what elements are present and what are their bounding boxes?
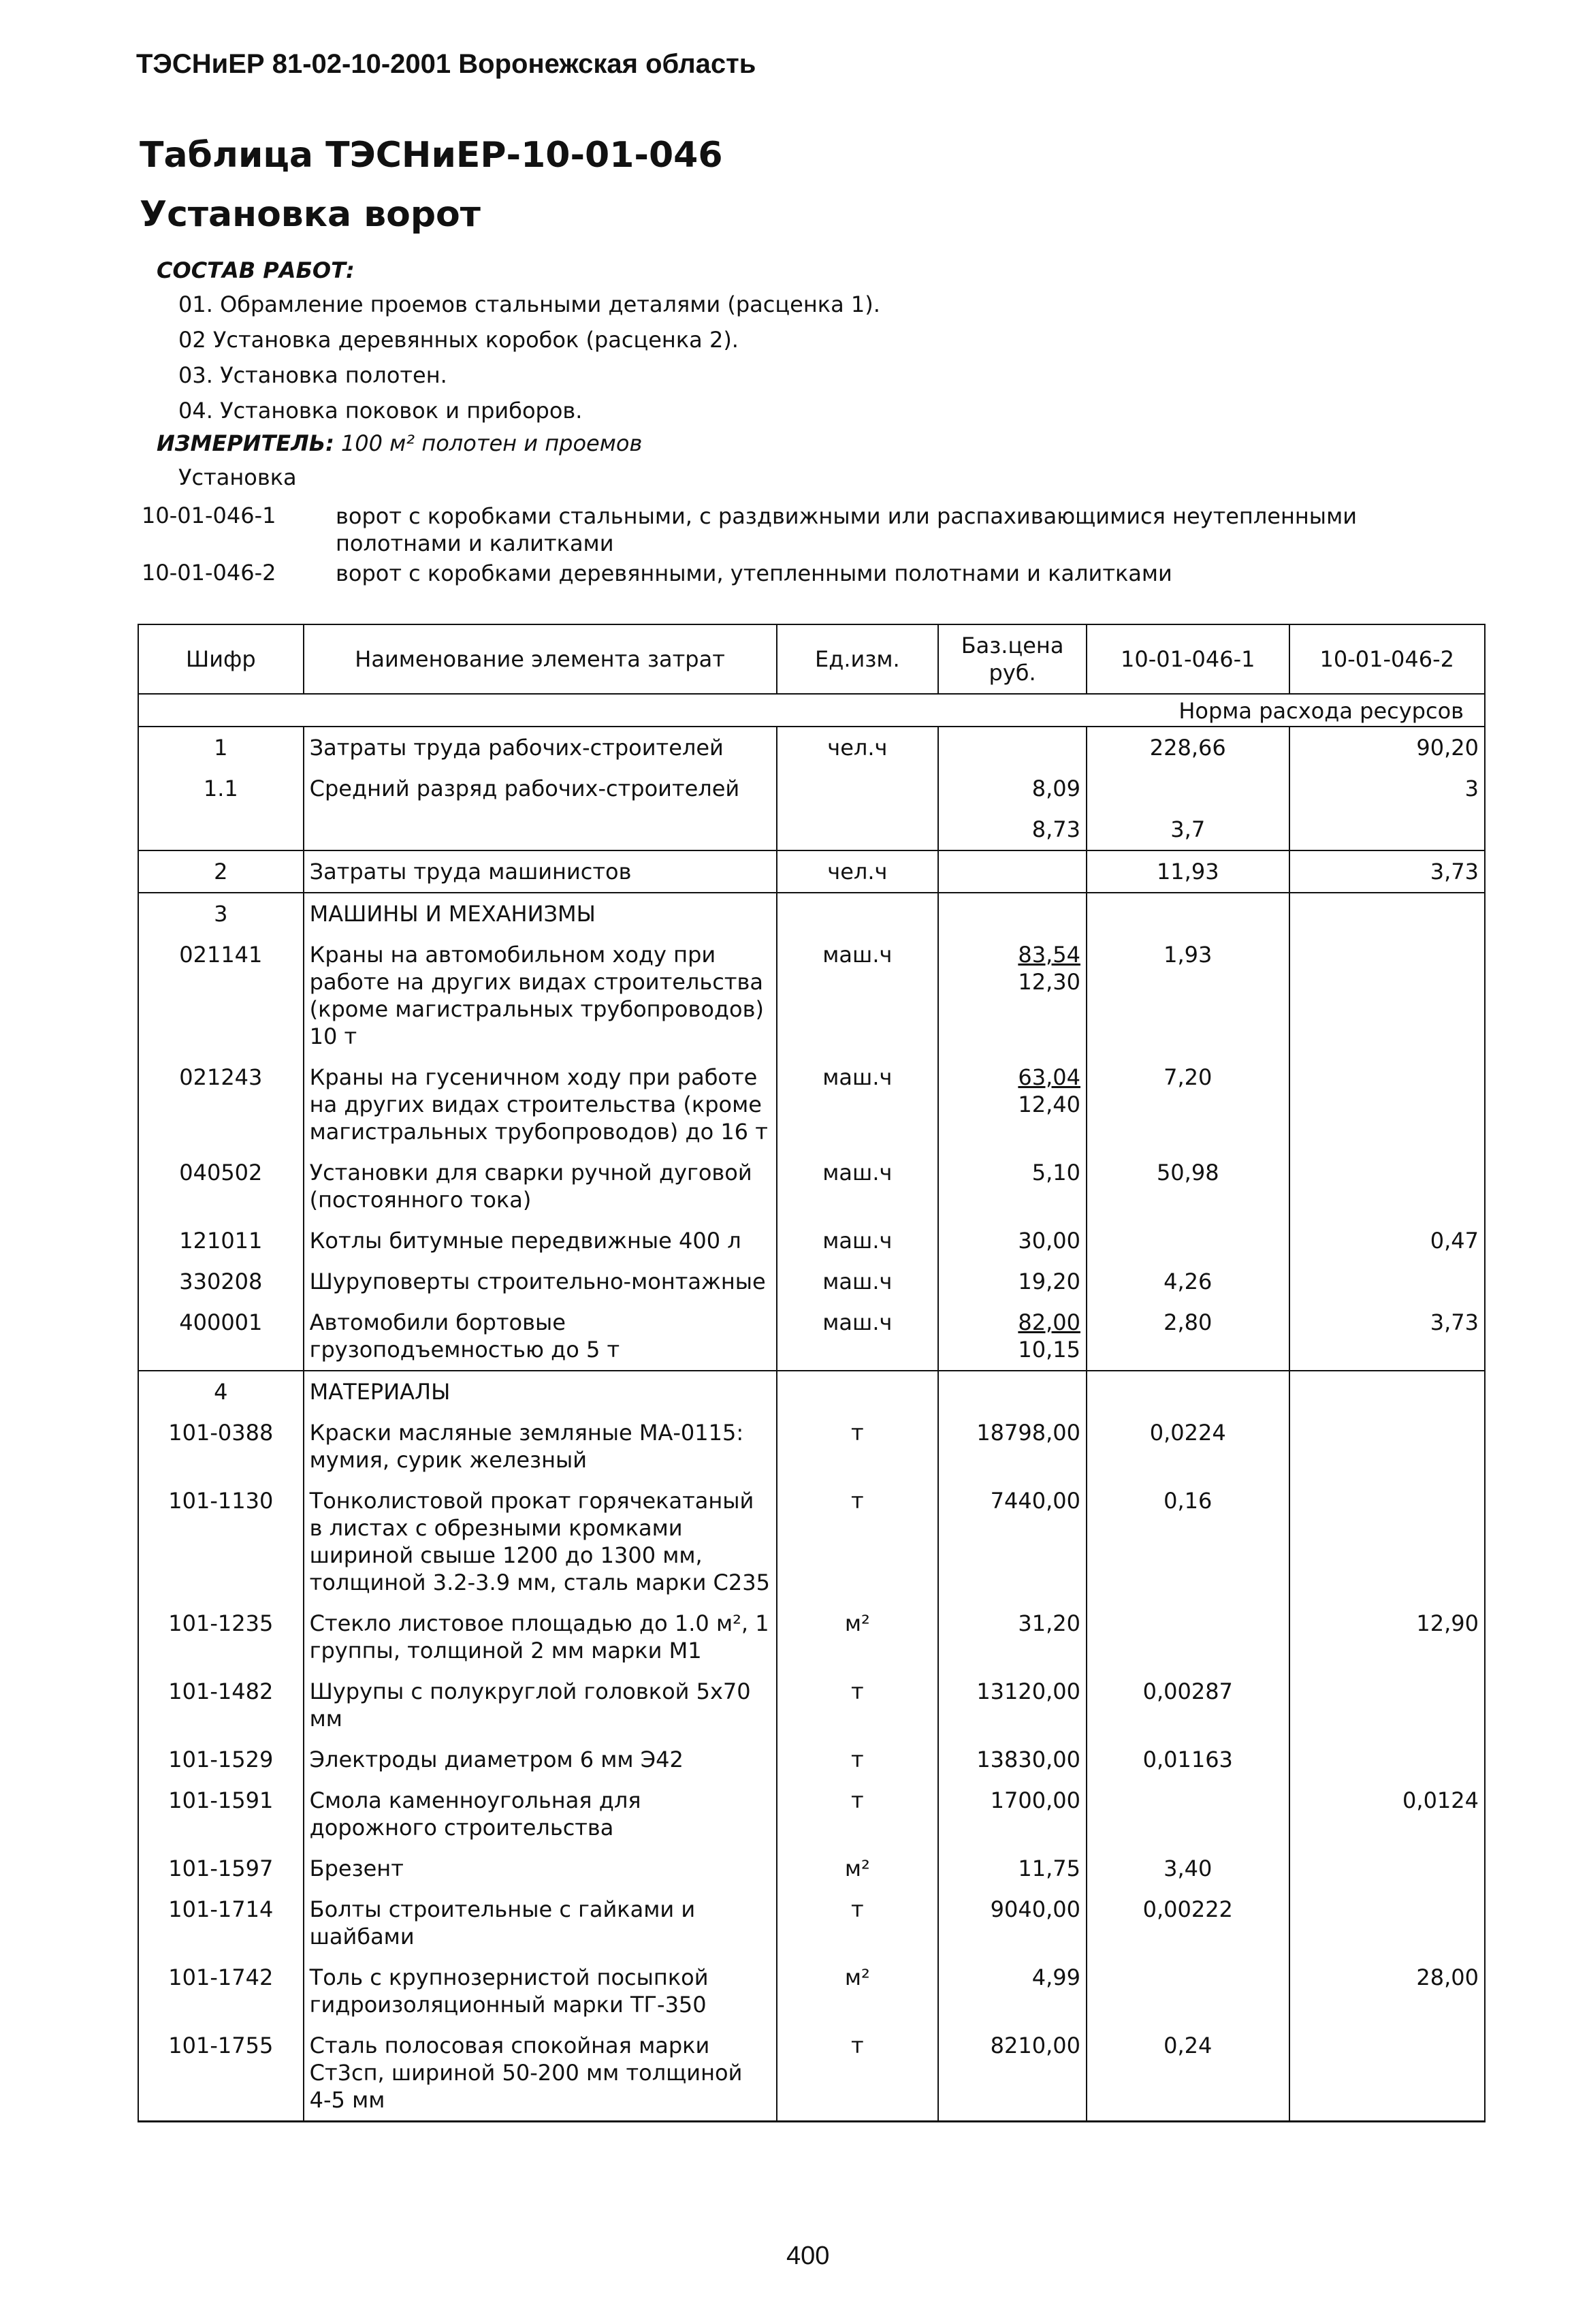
cell-code: 121011: [138, 1220, 304, 1261]
price-value: 8210,00: [990, 2033, 1080, 2058]
cell-rate2: 28,00: [1289, 1957, 1486, 2025]
table-row: [138, 1480, 1485, 1603]
cell-code: 101-1742: [138, 1957, 304, 2025]
cell-price: [938, 1152, 1087, 1220]
page-number: 400: [786, 2242, 830, 2270]
cell-rate1: [1087, 768, 1289, 809]
cell-unit: маш.ч: [777, 1261, 939, 1302]
cell-name: Болты строительные с гайками и шайбами: [304, 1889, 777, 1957]
cell-rate1: [1087, 1603, 1289, 1671]
cell-rate2: [1289, 1671, 1486, 1739]
cell-rate1: 0,16: [1087, 1480, 1289, 1603]
price-value: 4,99: [1031, 1964, 1080, 1990]
table-row: [138, 893, 1485, 934]
cell-code: 101-1714: [138, 1889, 304, 1957]
price-value: 5,10: [1031, 1160, 1080, 1185]
cell-rate1: 1,93: [1087, 934, 1289, 1057]
cell-price: [938, 1371, 1087, 1412]
cell-price: [938, 1848, 1087, 1889]
cell-price: [938, 850, 1087, 893]
cell-price: [938, 934, 1087, 1057]
cell-rate2: [1289, 809, 1486, 850]
cell-price: [938, 727, 1087, 768]
cell-name: [304, 809, 777, 850]
price-value: 31,20: [1018, 1610, 1080, 1636]
table-row: [138, 768, 1485, 809]
cell-rate1: 0,00287: [1087, 1671, 1289, 1739]
price-value: 63,04: [1018, 1064, 1080, 1090]
cell-unit: т: [777, 1671, 939, 1739]
cell-price: [938, 1889, 1087, 1957]
cell-name: Сталь полосовая спокойная марки Ст3сп, шириной 50-200 мм толщиной 4-5 мм: [304, 2025, 777, 2122]
price-value: 7440,00: [990, 1488, 1080, 1514]
cell-unit: маш.ч: [777, 1302, 939, 1371]
cell-rate1: 3,40: [1087, 1848, 1289, 1889]
cell-unit: [777, 809, 939, 850]
price-value: 18798,00: [976, 1420, 1080, 1446]
cell-rate2: [1289, 893, 1486, 934]
price-value-secondary: 12,40: [1018, 1092, 1080, 1117]
table-row: [138, 1780, 1485, 1848]
cell-rate1: 50,98: [1087, 1152, 1289, 1220]
cell-price: [938, 1261, 1087, 1302]
cell-code: 101-0388: [138, 1412, 304, 1480]
cell-unit: м²: [777, 1957, 939, 2025]
cell-price: [938, 1480, 1087, 1603]
rate-code: 10-01-046-1: [142, 503, 276, 528]
cell-name: Смола каменноугольная для дорожного строительства: [304, 1780, 777, 1848]
cell-price: [938, 1957, 1087, 2025]
cell-unit: маш.ч: [777, 934, 939, 1057]
cell-unit: чел.ч: [777, 850, 939, 893]
table-row: [138, 1889, 1485, 1957]
cell-name: Установки для сварки ручной дуговой (постоянного тока): [304, 1152, 777, 1220]
cell-rate1: 228,66: [1087, 727, 1289, 768]
table-row: [138, 1848, 1485, 1889]
col-header: Ед.изм.: [777, 624, 939, 694]
work-item: 04. Установка поковок и приборов.: [178, 398, 583, 424]
cell-name: МАШИНЫ И МЕХАНИЗМЫ: [304, 893, 777, 934]
cell-rate1: [1087, 893, 1289, 934]
cell-unit: [777, 1371, 939, 1412]
price-value: 13830,00: [976, 1747, 1080, 1772]
cell-rate2: [1289, 1412, 1486, 1480]
table-row: [138, 1957, 1485, 2025]
cell-code: 4: [138, 1371, 304, 1412]
col-header: 10-01-046-2: [1289, 624, 1486, 694]
cell-code: 101-1529: [138, 1739, 304, 1780]
cell-rate1: [1087, 1371, 1289, 1412]
cell-price: [938, 1603, 1087, 1671]
izmeritel-label: ИЗМЕРИТЕЛЬ:: [157, 430, 334, 456]
table-row: [138, 1603, 1485, 1671]
cell-name: МАТЕРИАЛЫ: [304, 1371, 777, 1412]
cell-unit: т: [777, 1739, 939, 1780]
cell-rate1: 11,93: [1087, 850, 1289, 893]
price-value: 19,20: [1018, 1269, 1080, 1294]
cell-rate2: 3,73: [1289, 850, 1486, 893]
cell-price: [938, 809, 1087, 850]
col-header: Баз.цена руб.: [938, 624, 1087, 694]
cell-rate2: [1289, 1152, 1486, 1220]
price-value: 11,75: [1018, 1856, 1080, 1881]
cell-code: 330208: [138, 1261, 304, 1302]
cell-rate2: 90,20: [1289, 727, 1486, 768]
cell-price: [938, 1302, 1087, 1371]
cell-code: [138, 809, 304, 850]
table-row: [138, 1057, 1485, 1152]
col-header: Шифр: [138, 624, 304, 694]
col-header: Наименование элемента затрат: [304, 624, 777, 694]
cell-name: Тонколистовой прокат горячекатаный в листах с обрезными кромками шириной свыше 1200 до 1300 мм, толщиной 3.2-3.9 мм, сталь марки С235: [304, 1480, 777, 1603]
cell-code: 040502: [138, 1152, 304, 1220]
price-value: 30,00: [1018, 1228, 1080, 1254]
cell-code: 1: [138, 727, 304, 768]
cell-name: Брезент: [304, 1848, 777, 1889]
price-value: 8,09: [1031, 776, 1080, 801]
page-title: Установка ворот: [140, 194, 481, 235]
table-row: [138, 1739, 1485, 1780]
cell-rate1: [1087, 1220, 1289, 1261]
cell-name: Краны на гусеничном ходу при работе на других видах строительства (кроме магистральных трубопроводов) до 16 т: [304, 1057, 777, 1152]
cell-unit: м²: [777, 1848, 939, 1889]
cell-rate2: [1289, 2025, 1486, 2122]
col-header: 10-01-046-1: [1087, 624, 1289, 694]
table-row: [138, 1152, 1485, 1220]
cell-rate2: [1289, 1739, 1486, 1780]
rate-description: ворот с коробками стальными, с раздвижными или распахивающимися неутепленными полотнами и калитками: [336, 503, 1357, 556]
cell-rate2: 3: [1289, 768, 1486, 809]
cell-unit: маш.ч: [777, 1152, 939, 1220]
rate-code: 10-01-046-2: [142, 560, 276, 586]
cell-code: 101-1597: [138, 1848, 304, 1889]
cell-rate2: [1289, 934, 1486, 1057]
cell-unit: маш.ч: [777, 1057, 939, 1152]
cell-rate2: 0,0124: [1289, 1780, 1486, 1848]
cell-code: 021141: [138, 934, 304, 1057]
cell-rate1: 0,0224: [1087, 1412, 1289, 1480]
document-header: ТЭСНиЕР 81-02-10-2001 Воронежская область: [136, 49, 756, 79]
cell-rate1: [1087, 1780, 1289, 1848]
cell-rate1: 4,26: [1087, 1261, 1289, 1302]
table-row: [138, 2025, 1485, 2122]
cell-code: 400001: [138, 1302, 304, 1371]
cell-code: 2: [138, 850, 304, 893]
cell-rate2: [1289, 1261, 1486, 1302]
table-row: [138, 1220, 1485, 1261]
cell-rate2: [1289, 1848, 1486, 1889]
ustanovka-label: Установка: [178, 464, 297, 490]
table-title: Таблица ТЭСНиЕР-10-01-046: [140, 135, 723, 176]
price-value: 82,00: [1018, 1309, 1080, 1335]
table-row: [138, 727, 1485, 768]
table-row: [138, 1261, 1485, 1302]
resources-table: [138, 624, 1486, 2122]
cell-code: 101-1755: [138, 2025, 304, 2122]
cell-name: Стекло листовое площадью до 1.0 м², 1 группы, толщиной 2 мм марки М1: [304, 1603, 777, 1671]
price-value-secondary: 10,15: [1018, 1337, 1080, 1363]
cell-name: Краски масляные земляные МА-0115: мумия, сурик железный: [304, 1412, 777, 1480]
cell-rate2: [1289, 1889, 1486, 1957]
price-value: 1700,00: [990, 1787, 1080, 1813]
cell-name: Затраты труда рабочих-строителей: [304, 727, 777, 768]
izmeritel: [157, 430, 642, 456]
cell-unit: т: [777, 1780, 939, 1848]
price-value: 13120,00: [976, 1678, 1080, 1704]
table-row: [138, 1412, 1485, 1480]
cell-rate2: [1289, 1371, 1486, 1412]
cell-rate2: 12,90: [1289, 1603, 1486, 1671]
cell-code: 101-1591: [138, 1780, 304, 1848]
cell-price: [938, 1671, 1087, 1739]
cell-rate1: 0,00222: [1087, 1889, 1289, 1957]
norma-label: Норма расхода ресурсов: [138, 694, 1485, 727]
cell-code: 101-1130: [138, 1480, 304, 1603]
cell-price: [938, 1780, 1087, 1848]
table-row: [138, 934, 1485, 1057]
table-row: [138, 850, 1485, 893]
table-row: [138, 1671, 1485, 1739]
cell-name: Котлы битумные передвижные 400 л: [304, 1220, 777, 1261]
work-item: 01. Обрамление проемов стальными деталями (расценка 1).: [178, 291, 880, 317]
cell-rate2: 3,73: [1289, 1302, 1486, 1371]
cell-name: Электроды диаметром 6 мм Э42: [304, 1739, 777, 1780]
sostav-label: СОСТАВ РАБОТ:: [157, 257, 355, 283]
cell-code: 101-1482: [138, 1671, 304, 1739]
cell-price: [938, 2025, 1087, 2122]
table-row: [138, 1371, 1485, 1412]
cell-rate2: [1289, 1057, 1486, 1152]
cell-name: Краны на автомобильном ходу при работе на других видах строительства (кроме магистральных трубопроводов) 10 т: [304, 934, 777, 1057]
cell-unit: т: [777, 2025, 939, 2122]
cell-code: 021243: [138, 1057, 304, 1152]
cell-name: Затраты труда машинистов: [304, 850, 777, 893]
cell-rate1: 0,24: [1087, 2025, 1289, 2122]
cell-unit: чел.ч: [777, 727, 939, 768]
cell-price: [938, 1412, 1087, 1480]
cell-rate1: 2,80: [1087, 1302, 1289, 1371]
cell-unit: маш.ч: [777, 1220, 939, 1261]
cell-unit: [777, 768, 939, 809]
cell-rate1: [1087, 1957, 1289, 2025]
cell-price: [938, 1220, 1087, 1261]
cell-name: Толь с крупнозернистой посыпкой гидроизоляционный марки ТГ-350: [304, 1957, 777, 2025]
price-value-secondary: 12,30: [1018, 969, 1080, 995]
cell-rate2: [1289, 1480, 1486, 1603]
cell-name: Шурупы с полукруглой головкой 5х70 мм: [304, 1671, 777, 1739]
cell-price: [938, 1739, 1087, 1780]
cell-code: 1.1: [138, 768, 304, 809]
table-row: [138, 809, 1485, 850]
cell-unit: [777, 893, 939, 934]
price-value: 9040,00: [990, 1896, 1080, 1922]
cell-name: Средний разряд рабочих-строителей: [304, 768, 777, 809]
cell-price: [938, 893, 1087, 934]
cell-code: 101-1235: [138, 1603, 304, 1671]
price-value: 83,54: [1018, 942, 1080, 968]
cell-unit: т: [777, 1889, 939, 1957]
cell-rate2: 0,47: [1289, 1220, 1486, 1261]
price-value: 8,73: [1031, 816, 1080, 842]
cell-code: 3: [138, 893, 304, 934]
cell-unit: т: [777, 1412, 939, 1480]
work-item: 03. Установка полотен.: [178, 362, 447, 388]
cell-name: Шуруповерты строительно-монтажные: [304, 1261, 777, 1302]
table-row: [138, 1302, 1485, 1371]
cell-unit: м²: [777, 1603, 939, 1671]
cell-rate1: 7,20: [1087, 1057, 1289, 1152]
cell-rate1: 0,01163: [1087, 1739, 1289, 1780]
cell-price: [938, 1057, 1087, 1152]
cell-unit: т: [777, 1480, 939, 1603]
cell-rate1: 3,7: [1087, 809, 1289, 850]
rate-description: ворот с коробками деревянными, утепленными полотнами и калитками: [336, 560, 1172, 586]
cell-price: [938, 768, 1087, 809]
cell-name: Автомобили бортовые грузоподъемностью до 5 т: [304, 1302, 777, 1371]
work-item: 02 Установка деревянных коробок (расценка 2).: [178, 327, 739, 353]
izmeritel-value: 100 м² полотен и проемов: [340, 430, 643, 456]
